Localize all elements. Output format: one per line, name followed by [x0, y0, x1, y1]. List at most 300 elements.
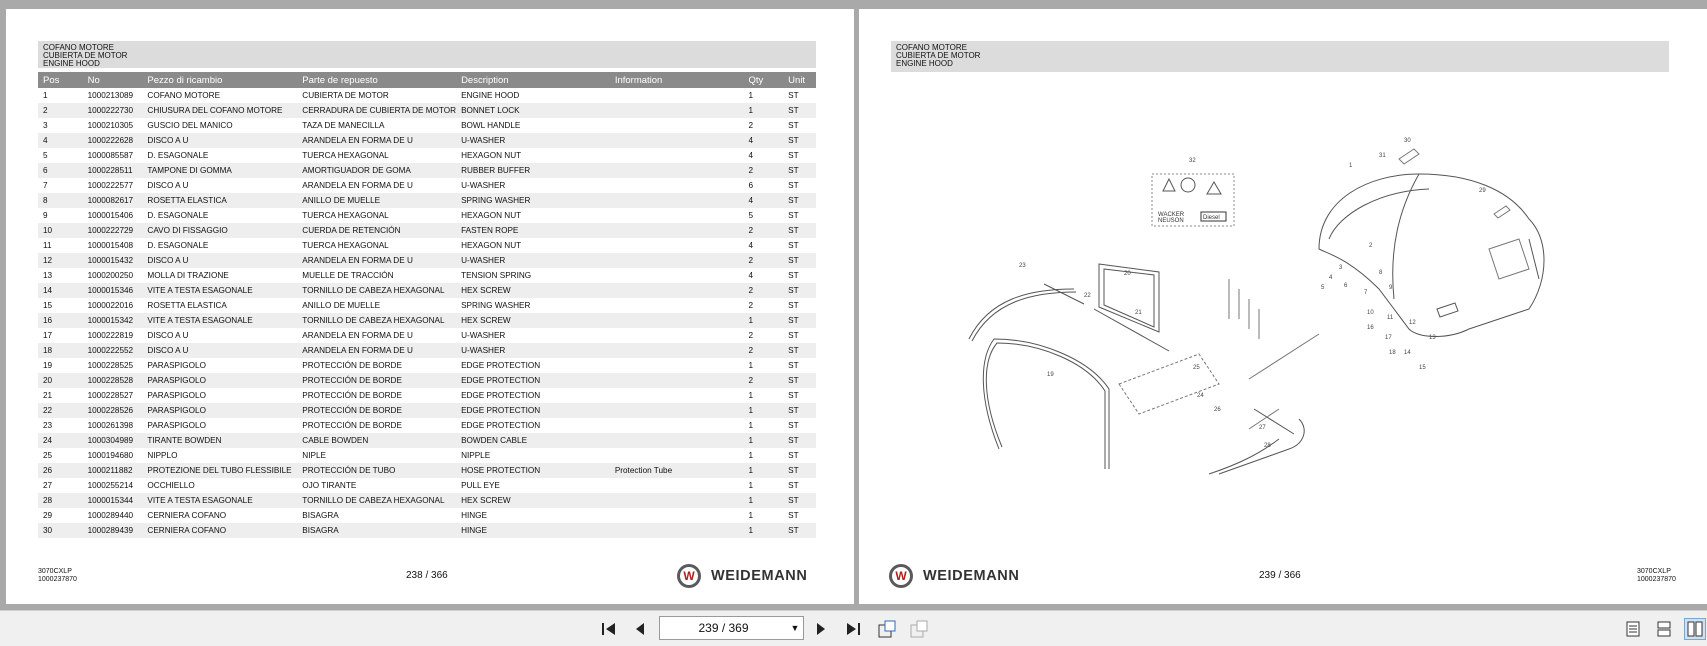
- cell-description: BOWDEN CABLE: [456, 433, 610, 448]
- cell-information: [610, 238, 744, 253]
- single-page-view-icon[interactable]: [1622, 618, 1644, 640]
- cell-description: HEXAGON NUT: [461, 241, 522, 250]
- cell-pezzo: VITE A TESTA ESAGONALE: [142, 283, 297, 298]
- cell-pos: 17: [43, 331, 53, 340]
- callout-label: 20: [1124, 271, 1131, 277]
- cell-information: [610, 523, 744, 538]
- callout-label: 9: [1389, 285, 1393, 291]
- header-line-es: CUBIERTA DE MOTOR: [896, 51, 981, 60]
- table-row: [38, 238, 816, 253]
- cell-pos: 30: [38, 523, 83, 538]
- cell-pezzo: NIPPLO: [147, 451, 178, 460]
- col-pezzo: Pezzo di ricambio: [142, 72, 297, 88]
- cell-pezzo: CHIUSURA DEL COFANO MOTORE: [142, 103, 297, 118]
- cell-description: HEX SCREW: [456, 493, 610, 508]
- cell-description: U-WASHER: [456, 133, 610, 148]
- cell-unit: ST: [783, 493, 816, 508]
- cell-part-number: 1000015408: [87, 241, 134, 250]
- cell-parte: TORNILLO DE CABEZA HEXAGONAL: [297, 283, 456, 298]
- cell-information: [610, 133, 744, 148]
- cell-pezzo: MOLLA DI TRAZIONE: [147, 271, 229, 280]
- cell-pezzo: DISCO A U: [147, 181, 189, 190]
- callout-label: 23: [1019, 263, 1026, 269]
- previous-page-icon[interactable]: [629, 618, 651, 640]
- cell-pos: 18: [38, 343, 83, 358]
- callout-label: 8: [1379, 270, 1383, 276]
- callout-label: 18: [1389, 350, 1396, 356]
- cell-unit: ST: [788, 241, 799, 250]
- cell-unit: ST: [783, 463, 816, 478]
- cell-pezzo: PARASPIGOLO: [142, 403, 297, 418]
- edge-protection-drawing: [969, 264, 1304, 474]
- cell-part-number: 1000194680: [87, 451, 134, 460]
- cell-description: BOWL HANDLE: [461, 121, 521, 130]
- table-row: [38, 253, 816, 268]
- cell-description: HEXAGON NUT: [461, 151, 522, 160]
- cell-pezzo: PARASPIGOLO: [147, 421, 206, 430]
- document-code: 1000237870: [38, 576, 77, 583]
- cell-part-number: 1000222552: [83, 343, 143, 358]
- cell-information: [610, 223, 744, 238]
- header-line-it: COFANO MOTORE: [896, 43, 967, 52]
- cell-part-number: 1000022016: [87, 301, 134, 310]
- cell-part-number: 1000222730: [83, 103, 143, 118]
- cell-parte: TAZA DE MANECILLA: [302, 121, 385, 130]
- cell-pos: 2: [38, 103, 83, 118]
- cell-description: TENSION SPRING: [461, 271, 532, 280]
- cell-pezzo: CAVO DI FISSAGGIO: [142, 223, 297, 238]
- cell-qty: 4: [744, 193, 784, 208]
- cell-unit: ST: [788, 271, 799, 280]
- cell-unit: ST: [783, 313, 816, 328]
- cell-part-number: 1000222577: [87, 181, 134, 190]
- cell-parte: PROTECCIÓN DE TUBO: [297, 463, 456, 478]
- cell-part-number: 1000222819: [87, 331, 134, 340]
- cell-part-number: 1000015344: [83, 493, 143, 508]
- table-row: [38, 463, 816, 478]
- cell-pos: 21: [43, 391, 53, 400]
- cell-unit: ST: [783, 223, 816, 238]
- cell-qty: 4: [748, 151, 754, 160]
- cell-qty: 4: [744, 133, 784, 148]
- two-page-view-icon[interactable]: [1684, 618, 1706, 640]
- cell-pos: 4: [38, 133, 83, 148]
- cell-qty: 2: [748, 331, 754, 340]
- cell-qty: 1: [744, 523, 784, 538]
- cell-qty: 1: [744, 493, 784, 508]
- cell-unit: ST: [788, 481, 799, 490]
- cell-information: Protection Tube: [610, 463, 744, 478]
- cell-unit: ST: [783, 163, 816, 178]
- cell-parte: ANILLO DE MUELLE: [302, 301, 381, 310]
- cell-qty: 1: [748, 451, 754, 460]
- callout-label: 4: [1329, 275, 1333, 281]
- cell-unit: ST: [783, 103, 816, 118]
- cell-unit: ST: [783, 523, 816, 538]
- cell-pos: 14: [38, 283, 83, 298]
- cell-part-number: 1000289440: [87, 511, 134, 520]
- weidemann-logo-icon: [889, 564, 913, 588]
- cell-pezzo: GUSCIO DEL MANICO: [147, 121, 233, 130]
- last-page-icon[interactable]: [842, 618, 864, 640]
- cell-part-number: 1000213089: [87, 91, 134, 100]
- cell-information: [610, 178, 744, 193]
- cell-parte: PROTECCIÓN DE BORDE: [297, 373, 456, 388]
- header-line-en: ENGINE HOOD: [43, 59, 100, 68]
- cell-parte: MUELLE DE TRACCIÓN: [302, 271, 394, 280]
- page-number: 239 / 366: [1259, 570, 1301, 581]
- table-row: [38, 328, 816, 343]
- table-row: [38, 178, 816, 193]
- cell-pezzo: DISCO A U: [142, 343, 297, 358]
- table-row: [38, 388, 816, 403]
- cell-pos: 7: [43, 181, 48, 190]
- cell-parte: BISAGRA: [302, 511, 339, 520]
- table-row: [38, 298, 816, 313]
- cell-pos: 29: [43, 511, 53, 520]
- cell-pos: 24: [38, 433, 83, 448]
- no-symbol-icon: [1181, 178, 1195, 192]
- cell-unit: ST: [788, 511, 799, 520]
- brand-name: WEIDEMANN: [923, 568, 1020, 584]
- callout-label: 5: [1321, 285, 1325, 291]
- table-row: [38, 358, 816, 373]
- cell-description: ENGINE HOOD: [461, 91, 520, 100]
- cell-pos: 19: [43, 361, 53, 370]
- cell-description: HEX SCREW: [456, 283, 610, 298]
- callout-label: 6: [1344, 283, 1348, 289]
- cell-description: EDGE PROTECTION: [456, 403, 610, 418]
- cell-part-number: 1000211882: [83, 463, 143, 478]
- cell-qty: 2: [748, 121, 754, 130]
- callout-label: 26: [1214, 407, 1221, 413]
- cell-unit: ST: [788, 211, 799, 220]
- cell-parte: TORNILLO DE CABEZA HEXAGONAL: [297, 493, 456, 508]
- cell-qty: 1: [748, 361, 754, 370]
- cell-unit: ST: [788, 91, 799, 100]
- logo-letter: W: [680, 567, 698, 585]
- cell-qty: 1: [744, 103, 784, 118]
- continuous-view-icon[interactable]: [1653, 618, 1675, 640]
- cell-description: HOSE PROTECTION: [456, 463, 610, 478]
- cell-parte: TUERCA HEXAGONAL: [302, 211, 389, 220]
- cell-pezzo: PARASPIGOLO: [147, 391, 206, 400]
- cell-description: BONNET LOCK: [456, 103, 610, 118]
- table-row: [38, 118, 816, 133]
- callout-label: 16: [1367, 325, 1374, 331]
- cell-parte: CERRADURA DE CUBIERTA DE MOTOR: [297, 103, 456, 118]
- cell-qty: 1: [748, 421, 754, 430]
- cell-parte: ARANDELA EN FORMA DE U: [302, 181, 413, 190]
- cell-description: SPRING WASHER: [456, 193, 610, 208]
- col-description: Description: [456, 72, 610, 88]
- cell-information: [610, 268, 744, 283]
- callout-label: 14: [1404, 350, 1411, 356]
- table-row: [38, 508, 816, 523]
- cell-qty: 1: [744, 463, 784, 478]
- cell-unit: ST: [783, 193, 816, 208]
- cell-part-number: 1000255214: [87, 481, 134, 490]
- cell-pos: 9: [43, 211, 48, 220]
- cell-unit: ST: [788, 331, 799, 340]
- cell-pezzo: TIRANTE BOWDEN: [142, 433, 297, 448]
- callout-label: 11: [1387, 315, 1394, 321]
- cell-qty: 2: [744, 253, 784, 268]
- cell-pos: 25: [43, 451, 53, 460]
- col-information: Information: [610, 72, 744, 88]
- table-row: [38, 268, 816, 283]
- cell-information: [610, 418, 744, 433]
- engine-hood-drawing: [1319, 174, 1544, 337]
- header-line-en: ENGINE HOOD: [896, 59, 953, 68]
- cell-pezzo: OCCHIELLO: [147, 481, 195, 490]
- cell-parte: ANILLO DE MUELLE: [297, 193, 456, 208]
- cell-unit: ST: [788, 151, 799, 160]
- cell-information: [610, 283, 744, 298]
- cell-qty: 2: [748, 301, 754, 310]
- brand-name: WEIDEMANN: [711, 568, 808, 584]
- cell-part-number: 1000228526: [83, 403, 143, 418]
- table-row: [38, 208, 816, 223]
- cell-part-number: 1000200250: [87, 271, 134, 280]
- cell-parte: ARANDELA EN FORMA DE U: [297, 253, 456, 268]
- cell-parte: CABLE BOWDEN: [297, 433, 456, 448]
- cell-information: [610, 328, 744, 343]
- col-parte: Parte de repuesto: [297, 72, 456, 88]
- table-row: [38, 283, 816, 298]
- cell-parte: TUERCA HEXAGONAL: [302, 241, 389, 250]
- cell-pos: 10: [38, 223, 83, 238]
- cell-part-number: 1000261398: [87, 421, 134, 430]
- cell-pos: 11: [43, 241, 52, 250]
- cell-description: U-WASHER: [456, 343, 610, 358]
- cell-information: [610, 403, 744, 418]
- cell-pos: 22: [38, 403, 83, 418]
- cell-information: [610, 373, 744, 388]
- cell-pos: 5: [43, 151, 48, 160]
- table-row: [38, 223, 816, 238]
- cell-parte: PROTECCIÓN DE BORDE: [302, 421, 402, 430]
- cell-pos: 12: [38, 253, 83, 268]
- callout-label: 17: [1385, 335, 1392, 341]
- cell-parte: TORNILLO DE CABEZA HEXAGONAL: [297, 313, 456, 328]
- cell-qty: 1: [748, 391, 754, 400]
- cell-information: [610, 433, 744, 448]
- footer-code: [1637, 568, 1676, 584]
- cell-pos: 15: [43, 301, 53, 310]
- cell-information: [610, 298, 744, 313]
- rotate-view-icon[interactable]: [876, 618, 898, 640]
- cell-pezzo: PARASPIGOLO: [142, 373, 297, 388]
- cell-pezzo: DISCO A U: [147, 331, 189, 340]
- cell-pezzo: ROSETTA ELASTICA: [142, 193, 297, 208]
- parts-table: [38, 72, 816, 538]
- cell-qty: 5: [748, 211, 754, 220]
- cell-description: FASTEN ROPE: [456, 223, 610, 238]
- cell-information: [610, 493, 744, 508]
- cell-qty: 1: [744, 313, 784, 328]
- table-row: [38, 418, 816, 433]
- callout-labels: [1019, 138, 1486, 449]
- callout-label: 32: [1189, 158, 1196, 164]
- cell-unit: ST: [783, 403, 816, 418]
- callout-label: 13: [1429, 335, 1436, 341]
- callout-label: 3: [1339, 265, 1343, 271]
- exploded-diagram: [949, 129, 1559, 529]
- cell-description: EDGE PROTECTION: [461, 391, 541, 400]
- cell-part-number: 1000289439: [83, 523, 143, 538]
- page-number-value[interactable]: 239 / 369: [698, 621, 749, 635]
- table-row: [38, 88, 816, 103]
- callout-label: 25: [1193, 365, 1200, 371]
- callout-label: 1: [1349, 163, 1353, 169]
- cell-information: [610, 193, 744, 208]
- cell-pos: 26: [38, 463, 83, 478]
- section-header: [891, 41, 1669, 72]
- cell-description: HEXAGON NUT: [461, 211, 522, 220]
- cell-part-number: 1000082617: [83, 193, 143, 208]
- weidemann-logo: [677, 564, 807, 588]
- cell-pezzo: D. ESAGONALE: [147, 211, 209, 220]
- warning-triangle-icon: [1207, 182, 1221, 194]
- decal-sheet: [1152, 174, 1234, 226]
- table-row: [38, 313, 816, 328]
- decal-brand-line2: NEUSON: [1158, 218, 1184, 224]
- cell-pos: 27: [43, 481, 53, 490]
- cell-qty: 2: [744, 223, 784, 238]
- copy-view-icon[interactable]: [908, 618, 930, 640]
- cell-qty: 2: [744, 163, 784, 178]
- table-row: [38, 403, 816, 418]
- warning-triangle-icon: [1163, 179, 1175, 191]
- bowden-cable-drawing: [1119, 149, 1510, 429]
- cell-unit: ST: [788, 121, 799, 130]
- cell-description: EDGE PROTECTION: [461, 421, 541, 430]
- callout-label: 15: [1419, 365, 1426, 371]
- first-page-icon[interactable]: [598, 618, 620, 640]
- callout-label: 21: [1135, 310, 1142, 316]
- callout-label: 24: [1197, 393, 1204, 399]
- next-page-icon[interactable]: [810, 618, 832, 640]
- callout-label: 7: [1364, 290, 1368, 296]
- cell-qty: 4: [748, 271, 754, 280]
- page-number: 238 / 366: [406, 570, 448, 581]
- callout-label: 10: [1367, 310, 1374, 316]
- weidemann-logo-icon: [677, 564, 701, 588]
- cell-pos: 13: [43, 271, 53, 280]
- col-pos: Pos: [38, 72, 83, 88]
- callout-label: 29: [1479, 188, 1486, 194]
- cell-parte: ARANDELA EN FORMA DE U: [297, 343, 456, 358]
- cell-description: HINGE: [461, 511, 487, 520]
- cell-part-number: 1000015406: [87, 211, 134, 220]
- cell-information: [610, 103, 744, 118]
- cell-part-number: 1000228525: [87, 361, 134, 370]
- weidemann-logo: [889, 564, 1019, 588]
- header-line-es: CUBIERTA DE MOTOR: [43, 51, 128, 60]
- left-page: [6, 9, 854, 604]
- cell-pezzo: TAMPONE DI GOMMA: [142, 163, 297, 178]
- cell-unit: ST: [783, 343, 816, 358]
- cell-pezzo: DISCO A U: [142, 253, 297, 268]
- table-row: [38, 448, 816, 463]
- cell-qty: 2: [744, 343, 784, 358]
- cell-pos: 8: [38, 193, 83, 208]
- cell-description: U-WASHER: [461, 331, 506, 340]
- cell-description: U-WASHER: [461, 181, 506, 190]
- cell-unit: ST: [783, 253, 816, 268]
- cell-part-number: 1000304989: [83, 433, 143, 448]
- cell-part-number: 1000210305: [87, 121, 134, 130]
- cell-information: [610, 313, 744, 328]
- cell-unit: ST: [783, 433, 816, 448]
- cell-pezzo: CERNIERA COFANO: [147, 511, 227, 520]
- page-number-input[interactable]: [659, 616, 804, 640]
- callout-label: 2: [1369, 243, 1373, 249]
- cell-part-number: 1000015432: [83, 253, 143, 268]
- cell-information: [610, 253, 744, 268]
- table-row: [38, 193, 816, 208]
- cell-pos: 3: [43, 121, 48, 130]
- cell-unit: ST: [788, 301, 799, 310]
- cell-parte: CUERDA DE RETENCIÓN: [297, 223, 456, 238]
- cell-parte: ARANDELA EN FORMA DE U: [302, 331, 413, 340]
- cell-description: EDGE PROTECTION: [461, 361, 541, 370]
- cell-unit: ST: [783, 373, 816, 388]
- cell-description: HEX SCREW: [456, 313, 610, 328]
- model-code: 3070CXLP: [38, 568, 72, 575]
- cell-parte: PROTECCIÓN DE BORDE: [297, 403, 456, 418]
- cell-pos: 23: [43, 421, 53, 430]
- callout-label: 12: [1409, 320, 1416, 326]
- cell-part-number: 1000222628: [83, 133, 143, 148]
- cell-information: [610, 358, 744, 373]
- cell-part-number: 1000085587: [87, 151, 134, 160]
- table-row: [38, 478, 816, 493]
- callout-label: 19: [1047, 372, 1054, 378]
- table-row: [38, 373, 816, 388]
- model-code: 3070CXLP: [1637, 568, 1671, 575]
- cell-part-number: 1000228527: [87, 391, 134, 400]
- cell-pezzo: CERNIERA COFANO: [142, 523, 297, 538]
- cell-information: [610, 118, 744, 133]
- cell-description: RUBBER BUFFER: [456, 163, 610, 178]
- cell-parte: AMORTIGUADOR DE GOMA: [297, 163, 456, 178]
- cell-pezzo: VITE A TESTA ESAGONALE: [142, 313, 297, 328]
- cell-unit: ST: [788, 181, 799, 190]
- table-row: [38, 133, 816, 148]
- col-unit: Unit: [783, 72, 816, 88]
- decal-brand-line1: WACKER: [1158, 212, 1185, 218]
- callout-label: 28: [1264, 443, 1271, 449]
- cell-unit: ST: [788, 391, 799, 400]
- cell-qty: 1: [748, 91, 754, 100]
- cell-description: PULL EYE: [461, 481, 500, 490]
- cell-part-number: 1000228528: [83, 373, 143, 388]
- table-row: [38, 523, 816, 538]
- cell-part-number: 1000015342: [83, 313, 143, 328]
- chevron-down-icon[interactable]: ▼: [790, 623, 800, 633]
- cell-pezzo: VITE A TESTA ESAGONALE: [142, 493, 297, 508]
- cell-pezzo: PARASPIGOLO: [147, 361, 206, 370]
- cell-pezzo: D. ESAGONALE: [147, 241, 209, 250]
- table-row: [38, 148, 816, 163]
- cell-parte: CUBIERTA DE MOTOR: [302, 91, 389, 100]
- cell-pezzo: DISCO A U: [142, 133, 297, 148]
- table-row: [38, 343, 816, 358]
- cell-qty: 2: [744, 373, 784, 388]
- viewer-toolbar: [0, 610, 1707, 646]
